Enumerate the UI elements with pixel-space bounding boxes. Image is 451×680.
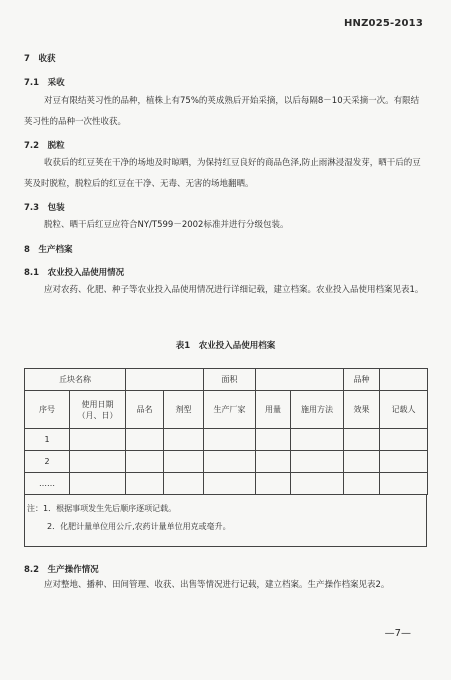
section-8-2-heading <box>24 563 99 575</box>
section-number: 7.1 <box>24 78 40 88</box>
section-number: 7 <box>24 54 30 64</box>
area-cell <box>256 369 344 391</box>
section-7-heading <box>24 52 55 64</box>
table-header-row <box>25 391 428 429</box>
header-cell: 生产厂家 <box>204 391 256 429</box>
row-number: 1 <box>25 429 70 451</box>
section-title: 收获 <box>38 54 56 64</box>
header-cell: 用量 <box>256 391 291 429</box>
table-row <box>25 429 428 451</box>
section-number: 7.2 <box>24 141 40 151</box>
document-code: HNZ025-2013 <box>343 18 423 29</box>
section-7-2-heading <box>24 139 65 151</box>
section-7-3-body: 脱粒、晒干后红豆应符合NY/T599－2002标准并进行分级包装。 <box>44 220 289 230</box>
note-line-2: 2．化肥计量单位用公斤,农药计量单位用克或毫升。 <box>47 522 231 531</box>
table-row <box>25 451 428 473</box>
variety-label: 品种 <box>344 369 380 391</box>
header-cell: 品名 <box>126 391 164 429</box>
row-number: …… <box>25 473 70 495</box>
section-number: 8.2 <box>24 565 40 575</box>
section-title: 生产档案 <box>38 245 73 255</box>
table-notes <box>24 494 427 547</box>
section-title: 生产操作情况 <box>47 565 99 575</box>
section-7-1-body: 对豆有限结荚习性的品种，植株上有75%的荚成熟后开始采摘，以后每隔8－10天采摘一次。有限结荚习性的品种一次性收获。 <box>24 96 420 127</box>
plot-name-cell <box>126 369 204 391</box>
section-title: 包装 <box>47 203 65 213</box>
section-8-1-body: 应对农药、化肥、种子等农业投入品使用情况进行详细记载，建立档案。农业投入品使用档案见表1。 <box>44 285 424 295</box>
note-line-1: 注：1．根据事项发生先后顺序逐项记载。 <box>27 504 177 513</box>
section-7-3-heading <box>24 201 65 213</box>
header-cell: 剂型 <box>164 391 204 429</box>
variety-cell <box>380 369 428 391</box>
header-cell: 序号 <box>25 391 70 429</box>
header-cell: 使用日期（月、日） <box>70 391 126 429</box>
section-8-2-body: 应对整地、播种、田间管理、收获、出售等情况进行记载，建立档案。生产操作档案见表2。 <box>44 580 390 590</box>
header-cell: 记载人 <box>380 391 428 429</box>
section-7-2-body: 收获后的红豆荚在干净的场地及时晾晒，为保持红豆良好的商品色泽,防止雨淋浸湿发芽，晒干后的豆荚及时脱粒，脱粒后的红豆在干净、无毒、无害的场地翻晒。 <box>24 158 421 189</box>
row-number: 2 <box>25 451 70 473</box>
section-number: 8.1 <box>24 268 40 278</box>
section-8-1-heading <box>24 266 124 278</box>
section-title: 农业投入品使用情况 <box>47 268 125 278</box>
section-7-1-heading <box>24 76 65 88</box>
area-label: 面积 <box>204 369 256 391</box>
section-number: 8 <box>24 245 30 255</box>
table-caption: 表1 农业投入品使用档案 <box>175 341 276 351</box>
page-number: —7— <box>384 628 411 639</box>
plot-name-label: 丘块名称 <box>25 369 126 391</box>
table-row <box>25 473 428 495</box>
section-title: 脱粒 <box>47 141 65 151</box>
input-usage-table <box>24 368 428 495</box>
section-title: 采收 <box>47 78 65 88</box>
section-8-heading <box>24 243 72 255</box>
section-number: 7.3 <box>24 203 40 213</box>
header-cell: 效果 <box>344 391 380 429</box>
header-cell: 施用方法 <box>291 391 344 429</box>
